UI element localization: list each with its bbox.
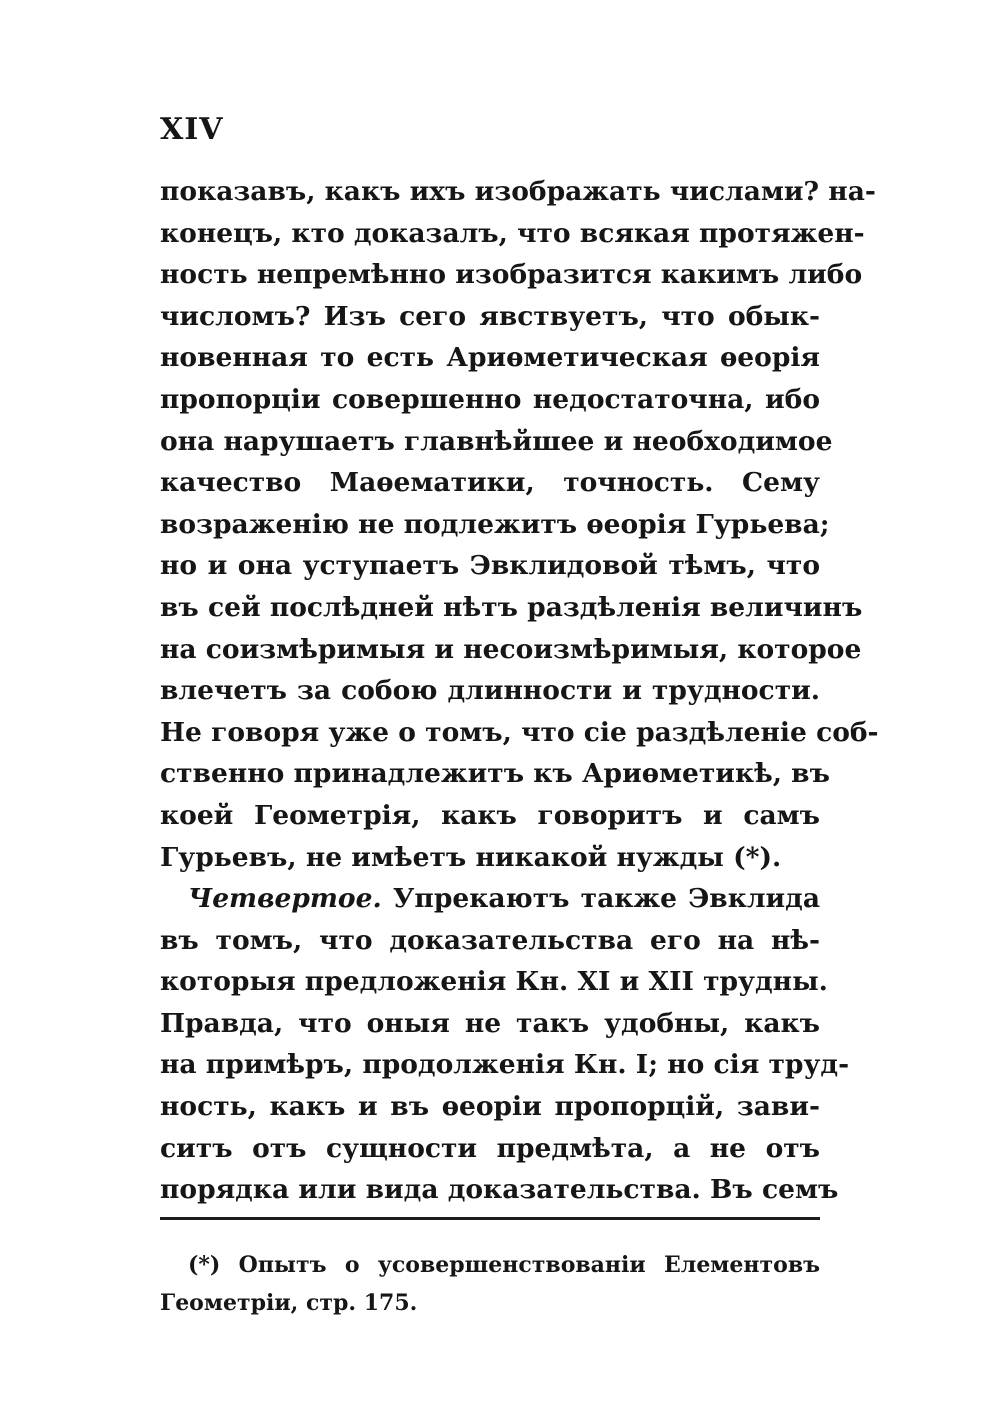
text-line: но и она уступаетъ Эвклидовой тѣмъ, что (160, 550, 820, 582)
text-line: качество Маѳематики, точность. Сему (160, 467, 820, 499)
text-line: въ сей послѣдней нѣтъ раздѣленія величинъ (160, 591, 863, 623)
page-number: XIV (160, 112, 224, 147)
footnote (160, 1246, 820, 1322)
fourth-text: Упрекаютъ также Эвклида (392, 883, 821, 915)
text-line: Правда, что оныя не такъ удобны, какъ (160, 1007, 820, 1039)
text-line: пропорціи совершенно недостаточна, ибо (160, 383, 820, 415)
text-line: которыя предложенія Кн. XI и XII трудны. (160, 966, 828, 998)
text-line: числомъ? Изъ сего явствуетъ, что обык- (160, 300, 820, 332)
text-line: она нарушаетъ главнѣйшее и необходимое (160, 425, 833, 457)
text-line: ситъ отъ сущности предмѣта, а не отъ (160, 1132, 820, 1164)
paragraph-fourth-start (160, 878, 820, 920)
text-line: Не говоря уже о томъ, что сіе раздѣленіе соб- (160, 716, 879, 748)
main-text (160, 171, 879, 1211)
text-line: ность, какъ и въ ѳеоріи пропорцій, зави- (160, 1091, 820, 1123)
footnote-line: Геометріи, стр. 175. (160, 1290, 418, 1316)
text-line: ственно принадлежитъ къ Ариѳметикѣ, въ (160, 758, 830, 790)
text-line: коей Геометрія, какъ говоритъ и самъ (160, 799, 820, 831)
text-line: показавъ, какъ ихъ изображать числами? на- (160, 176, 876, 207)
text-line: возраженію не подлежитъ ѳеорія Гурьева; (160, 508, 830, 540)
text-line: конецъ, кто доказалъ, что всякая протяжен- (160, 217, 865, 249)
text-line: порядка или вида доказательства. Въ семъ (160, 1174, 839, 1206)
text-line: новенная то есть Ариѳметическая ѳеорія (160, 342, 820, 374)
text-line: въ томъ, что доказательства его на нѣ- (160, 924, 820, 956)
text-line: ность непремѣнно изобразится какимъ либо (160, 259, 863, 291)
text-line: на соизмѣримыя и несоизмѣримыя, которое (160, 633, 862, 665)
text-line: Гурьевъ, не имѣетъ никакой нужды (*). (160, 841, 782, 873)
text-line: влечетъ за собою длинности и трудности. (160, 675, 820, 707)
footnote-line: (*) Опытъ о усовершенствованіи Елементовъ (188, 1252, 820, 1278)
text-line: на примѣръ, продолженія Кн. I; но сія труд- (160, 1049, 850, 1081)
fourth-label: Четвертое. (188, 883, 382, 915)
footnote-rule (160, 1217, 820, 1220)
